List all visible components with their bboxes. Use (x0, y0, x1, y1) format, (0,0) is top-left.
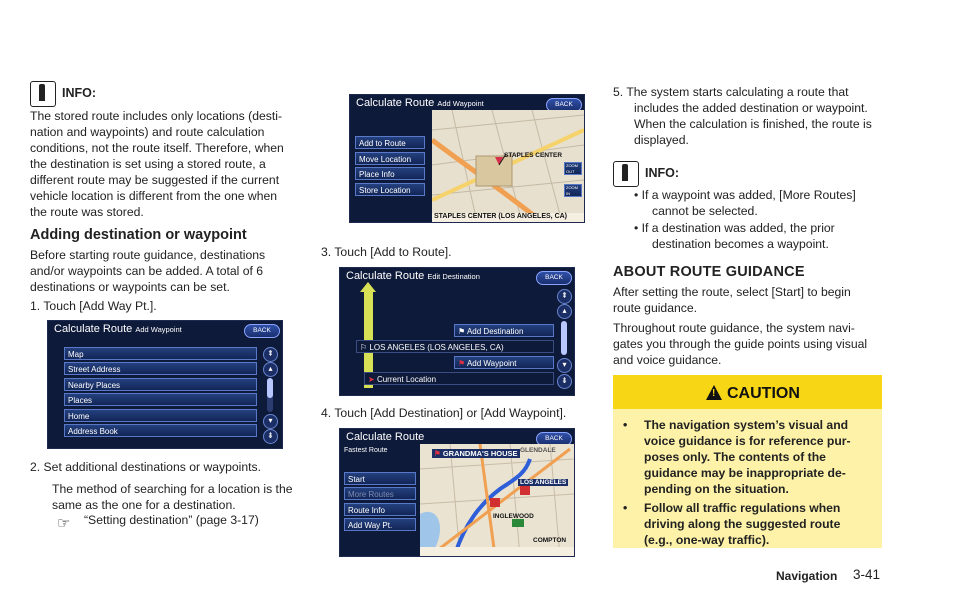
step-2: 2. Set additional destinations or waypoints. (30, 460, 262, 474)
map-label-los-angeles: LOS ANGELES (520, 479, 567, 486)
caution-line: pending on the situation. (644, 482, 789, 496)
menu-item-place-info[interactable]: Place Info (355, 167, 425, 180)
caution-line: voice guidance is for reference pur- (644, 434, 851, 448)
text-line: includes the added destination or waypoint. (634, 101, 868, 115)
caution-line: poses only. The contents of the (644, 450, 826, 464)
back-button[interactable]: BACK (244, 324, 280, 338)
back-button[interactable]: BACK (536, 432, 572, 446)
text-line: Before starting route guidance, destinations (30, 248, 266, 262)
text-line: same as the one for a destination. (52, 498, 236, 512)
scroll-top-icon[interactable]: ⇞ (557, 289, 572, 304)
more-routes-button[interactable]: More Routes (344, 487, 416, 500)
screen-title: Calculate Route (346, 431, 425, 443)
intro-text (30, 247, 299, 295)
screen-map-add-waypoint (349, 94, 585, 223)
info-bullets (634, 187, 882, 252)
map-label-inglewood: INGLEWOOD (493, 513, 534, 520)
scroll-up-icon[interactable]: ▴ (263, 362, 278, 377)
back-button[interactable]: BACK (536, 271, 572, 285)
scrollbar[interactable] (267, 378, 273, 412)
map-street-label: STAPLES CENTER (LOS ANGELES, CA) (434, 213, 568, 220)
caution-box (613, 375, 882, 548)
screen-title: Calculate Route Add Waypoint (54, 323, 182, 335)
zoom-in-button[interactable]: ZOOM IN (564, 184, 582, 197)
destination-label: ⚑ GRANDMA'S HOUSE (434, 449, 518, 458)
text-line: and voice guidance. (613, 353, 722, 367)
caution-title: CAUTION (727, 385, 800, 402)
reference-link: “Setting destination” (page 3-17) (84, 513, 259, 527)
caution-line: The navigation system’s visual and (644, 418, 849, 432)
guidance-para-1 (613, 284, 882, 316)
menu-item-move-location[interactable]: Move Location (355, 152, 425, 165)
scrollbar[interactable] (561, 321, 567, 355)
scroll-bottom-icon[interactable]: ⇟ (263, 429, 278, 444)
footer-page-number: 3-41 (853, 567, 881, 582)
route-arrow (360, 282, 376, 292)
info-icon (613, 161, 639, 187)
add-destination-button[interactable]: ⚑ Add Destination (454, 324, 554, 337)
footer-section: Navigation (776, 569, 838, 583)
screen-title: Calculate Route Edit Destination (346, 270, 480, 282)
screen-edit-destination (339, 267, 575, 396)
text-line: the destination is set using a stored route, a (30, 157, 266, 171)
caution-line: driving along the suggested route (644, 517, 841, 531)
menu-item-add-to-route[interactable]: Add to Route (355, 136, 425, 149)
menu-item-store-location[interactable]: Store Location (355, 183, 425, 196)
text-line: 5. The system starts calculating a route that (613, 85, 849, 99)
info-label: INFO: (645, 166, 680, 180)
section-heading: Adding destination or waypoint (30, 227, 247, 243)
bullet-dot: • (623, 501, 628, 515)
step-5 (613, 84, 882, 148)
flag-icon: ⚐ (360, 343, 370, 352)
warning-icon (706, 385, 722, 400)
destination-flag-icon: ⚑ (458, 327, 467, 336)
map-view[interactable] (432, 110, 584, 222)
bullet-line: cannot be selected. (652, 204, 758, 218)
text-line: When the calculation is finished, the route is (634, 117, 872, 131)
scroll-down-icon[interactable]: ▾ (557, 358, 572, 373)
caution-header (613, 375, 882, 409)
text-line: different route may be suggested if the current (30, 173, 280, 187)
caution-line: (e.g., one-way traffic). (644, 533, 770, 547)
bullet-line: • If a waypoint was added, [More Routes] (634, 188, 856, 202)
text-line: vehicle location is different from the one when (30, 189, 278, 203)
info-label: INFO: (62, 86, 97, 100)
step-3: 3. Touch [Add to Route]. (321, 245, 452, 259)
text-line: gates you through the guide points using visual (613, 337, 868, 351)
route-info-button[interactable]: Route Info (344, 503, 416, 516)
map-label-glendale: GLENDALE (520, 447, 556, 454)
step-2-detail (52, 481, 302, 513)
back-button[interactable]: BACK (546, 98, 582, 112)
destination-flag-icon: ⚑ (434, 449, 441, 458)
text-line: route guidance. (613, 301, 698, 315)
bullet-line: • If a destination was added, the prior (634, 221, 835, 235)
scroll-bottom-icon[interactable]: ⇟ (557, 374, 572, 389)
add-way-pt-button[interactable]: Add Way Pt. (344, 518, 416, 531)
vehicle-icon: ➤ (368, 375, 377, 384)
text-line: displayed. (634, 133, 689, 147)
screen-calculated-route (339, 428, 575, 557)
scroll-up-icon[interactable]: ▴ (557, 304, 572, 319)
text-line: and/or waypoints can be added. A total of 6 (30, 264, 264, 278)
text-line: conditions, not the route itself. Therefore, when (30, 141, 284, 155)
info-text (30, 108, 299, 220)
caution-line: Follow all traffic regulations when (644, 501, 841, 515)
menu-item-map[interactable]: Map (64, 347, 257, 360)
route-type-label: Fastest Route (344, 447, 388, 454)
zoom-out-button[interactable]: ZOOM OUT (564, 162, 582, 175)
text-line: After setting the route, select [Start] to begin (613, 285, 851, 299)
menu-item-nearby-places[interactable]: Nearby Places (64, 378, 257, 391)
guidance-para-2 (613, 320, 882, 368)
text-line: destinations or waypoints can be set. (30, 280, 230, 294)
reference-icon: ☞ (57, 515, 71, 532)
bullet-dot: • (623, 418, 628, 432)
text-line: the route was stored. (30, 205, 144, 219)
step-1: 1. Touch [Add Way Pt.]. (30, 299, 157, 313)
info-icon (30, 81, 56, 107)
waypoint-flag-icon: ⚑ (458, 359, 467, 368)
bullet-line: destination becomes a waypoint. (652, 237, 829, 251)
text-line: The stored route includes only locations (desti- (30, 109, 283, 123)
add-waypoint-button[interactable]: ⚑ Add Waypoint (454, 356, 554, 369)
scroll-top-icon[interactable]: ⇞ (263, 347, 278, 362)
map-label-compton: COMPTON (533, 537, 567, 544)
text-line: The method of searching for a location is the (52, 482, 293, 496)
destination-row[interactable]: ⚐ LOS ANGELES (LOS ANGELES, CA) (356, 340, 554, 353)
section-heading: ABOUT ROUTE GUIDANCE (613, 264, 805, 280)
text-line: Throughout route guidance, the system navi- (613, 321, 855, 335)
text-line: nation and waypoints) and route calculation (30, 125, 265, 139)
menu-item-home[interactable]: Home (64, 409, 257, 422)
menu-item-places[interactable]: Places (64, 393, 257, 406)
scroll-down-icon[interactable]: ▾ (263, 414, 278, 429)
menu-item-street-address[interactable]: Street Address (64, 362, 257, 375)
screen-title: Calculate Route Add Waypoint (356, 97, 484, 109)
step-4: 4. Touch [Add Destination] or [Add Waypoint]. (321, 406, 567, 420)
start-button[interactable]: Start (344, 472, 416, 485)
menu-item-address-book[interactable]: Address Book (64, 424, 257, 437)
current-location-row[interactable]: ➤ Current Location (364, 372, 554, 385)
screen-add-waypoint-menu (47, 320, 283, 449)
map-poi-label: STAPLES CENTER (504, 152, 563, 159)
caution-line: guidance may be inappropriate de- (644, 466, 846, 480)
